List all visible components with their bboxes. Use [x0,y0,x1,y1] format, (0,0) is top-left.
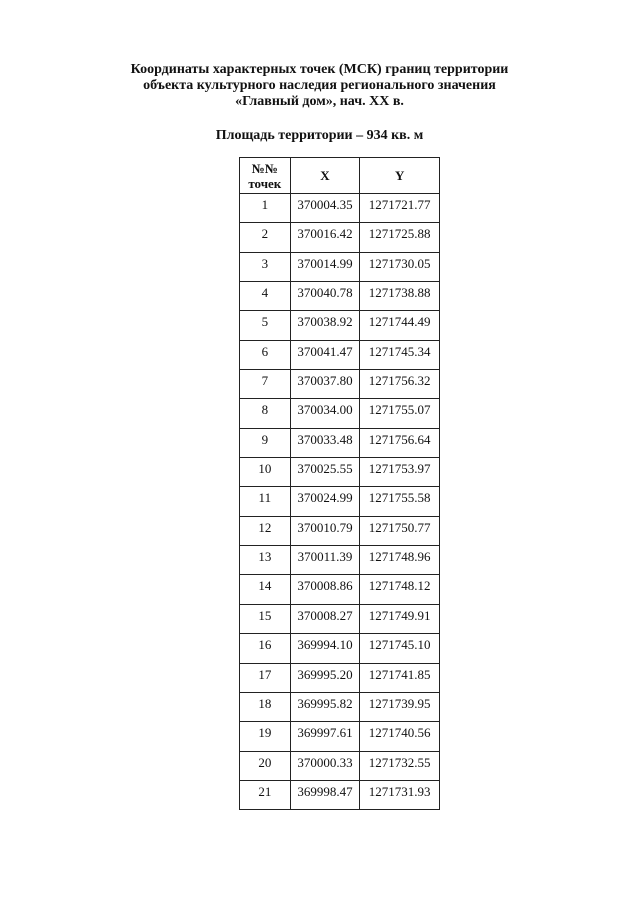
table-row [240,311,440,340]
y-coordinate-cell: 1271756.32 [360,370,440,399]
table-row [240,604,440,633]
y-coordinate-cell: 1271756.64 [360,428,440,457]
x-coordinate-cell: 370008.86 [290,575,360,604]
point-number-cell: 21 [240,780,291,809]
y-coordinate-cell: 1271721.77 [360,194,440,223]
table-header-row [240,158,440,194]
x-coordinate-cell: 370040.78 [290,282,360,311]
table-row [240,282,440,311]
y-coordinate-cell: 1271741.85 [360,663,440,692]
point-number-cell: 2 [240,223,291,252]
y-coordinate-cell: 1271748.12 [360,575,440,604]
x-coordinate-cell: 370024.99 [290,487,360,516]
point-number-cell: 9 [240,428,291,457]
table-row [240,370,440,399]
point-number-cell: 16 [240,634,291,663]
point-number-cell: 11 [240,487,291,516]
title-line-1: Координаты характерных точек (МСК) границ территории [130,62,509,77]
point-number-cell: 13 [240,546,291,575]
table-row [240,575,440,604]
table-row [240,340,440,369]
point-number-cell: 12 [240,516,291,545]
x-coordinate-cell: 370008.27 [290,604,360,633]
point-number-cell: 17 [240,663,291,692]
y-coordinate-cell: 1271732.55 [360,751,440,780]
x-coordinate-cell: 370033.48 [290,428,360,457]
table-row [240,722,440,751]
coordinates-table [239,157,440,810]
header-y: Y [360,158,440,194]
x-coordinate-cell: 370014.99 [290,252,360,281]
y-coordinate-cell: 1271740.56 [360,722,440,751]
y-coordinate-cell: 1271755.07 [360,399,440,428]
title-line-2: объекта культурного наследия регионального значения [143,78,496,93]
x-coordinate-cell: 369995.82 [290,692,360,721]
point-number-cell: 1 [240,194,291,223]
point-number-cell: 3 [240,252,291,281]
point-number-cell: 6 [240,340,291,369]
table-row [240,546,440,575]
header-point-number-line-2: точек [248,175,282,191]
point-number-cell: 20 [240,751,291,780]
table-row [240,487,440,516]
x-coordinate-cell: 370038.92 [290,311,360,340]
header-point-number [240,158,291,194]
point-number-cell: 4 [240,282,291,311]
x-coordinate-cell: 370000.33 [290,751,360,780]
point-number-cell: 5 [240,311,291,340]
x-coordinate-cell: 369994.10 [290,634,360,663]
table-row [240,663,440,692]
y-coordinate-cell: 1271739.95 [360,692,440,721]
table-row [240,780,440,809]
header-point-number-line-1: №№ [251,160,278,176]
point-number-cell: 7 [240,370,291,399]
x-coordinate-cell: 369997.61 [290,722,360,751]
x-coordinate-cell: 369995.20 [290,663,360,692]
y-coordinate-cell: 1271731.93 [360,780,440,809]
table-row [240,223,440,252]
title-line-3: «Главный дом», нач. XX в. [235,94,404,109]
point-number-cell: 18 [240,692,291,721]
x-coordinate-cell: 370011.39 [290,546,360,575]
table-row [240,751,440,780]
x-coordinate-cell: 370016.42 [290,223,360,252]
x-coordinate-cell: 370041.47 [290,340,360,369]
x-coordinate-cell: 370004.35 [290,194,360,223]
table-row [240,428,440,457]
point-number-cell: 19 [240,722,291,751]
x-coordinate-cell: 370034.00 [290,399,360,428]
table-row [240,458,440,487]
y-coordinate-cell: 1271749.91 [360,604,440,633]
document-title [0,62,639,110]
area-statement: Площадь территории – 934 кв. м [215,128,424,143]
point-number-cell: 10 [240,458,291,487]
x-coordinate-cell: 370037.80 [290,370,360,399]
y-coordinate-cell: 1271730.05 [360,252,440,281]
table-row [240,252,440,281]
y-coordinate-cell: 1271755.58 [360,487,440,516]
y-coordinate-cell: 1271745.10 [360,634,440,663]
y-coordinate-cell: 1271725.88 [360,223,440,252]
table-row [240,516,440,545]
x-coordinate-cell: 369998.47 [290,780,360,809]
y-coordinate-cell: 1271750.77 [360,516,440,545]
table-row [240,634,440,663]
y-coordinate-cell: 1271738.88 [360,282,440,311]
header-x: X [290,158,360,194]
y-coordinate-cell: 1271745.34 [360,340,440,369]
point-number-cell: 14 [240,575,291,604]
point-number-cell: 8 [240,399,291,428]
y-coordinate-cell: 1271753.97 [360,458,440,487]
x-coordinate-cell: 370025.55 [290,458,360,487]
x-coordinate-cell: 370010.79 [290,516,360,545]
y-coordinate-cell: 1271748.96 [360,546,440,575]
table-row [240,399,440,428]
table-row [240,692,440,721]
y-coordinate-cell: 1271744.49 [360,311,440,340]
table-row [240,194,440,223]
point-number-cell: 15 [240,604,291,633]
